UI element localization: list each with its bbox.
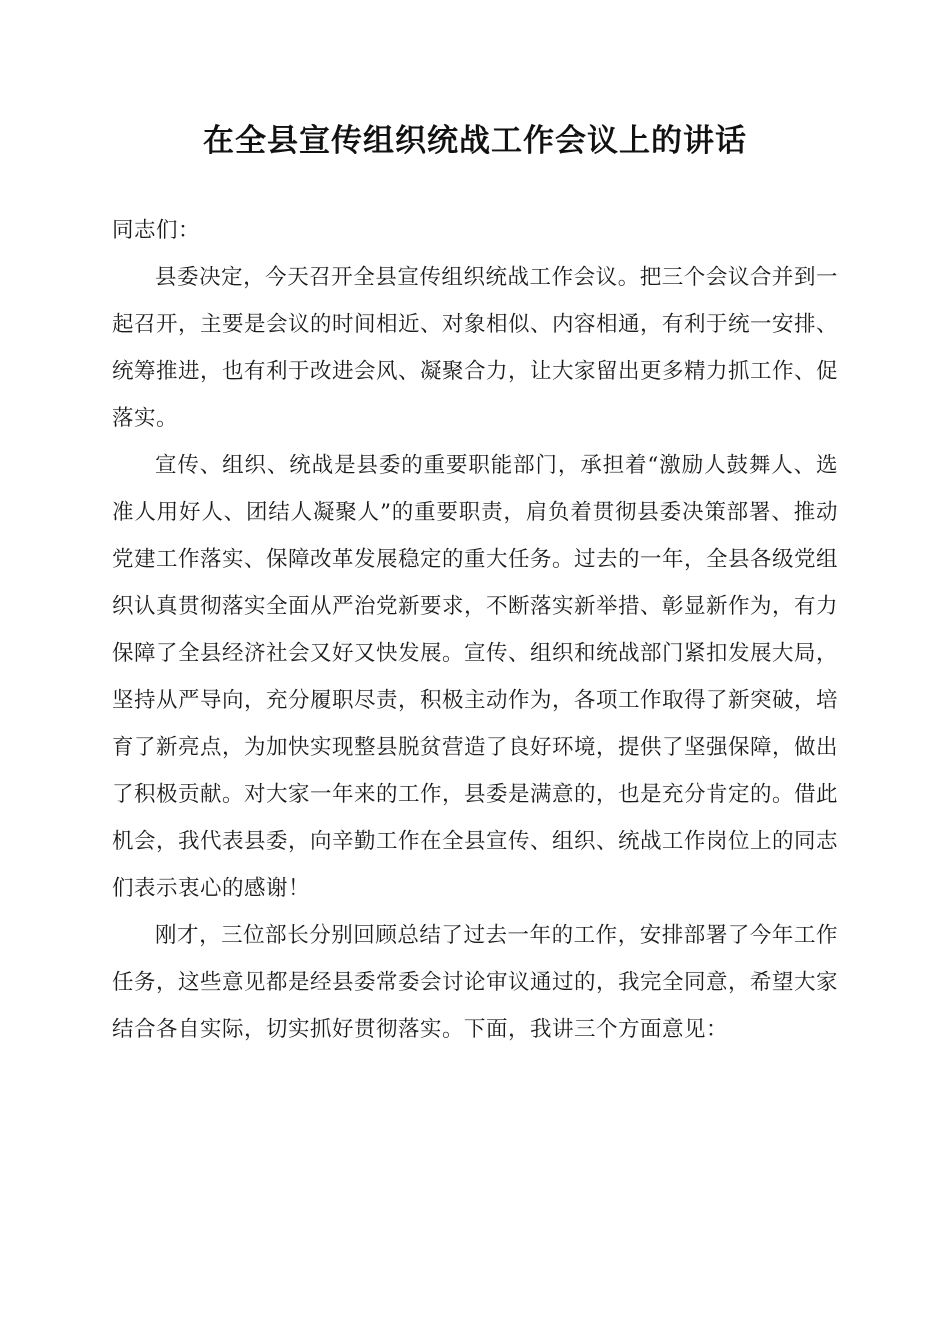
- page-title: 在全县宣传组织统战工作会议上的讲话: [203, 123, 747, 159]
- paragraph-salutation: 同志们：: [112, 218, 201, 244]
- document-body: [112, 207, 838, 1053]
- paragraph-1: 县委决定，今天召开全县宣传组织统战工作会议。把三个会议合并到一起召开，主要是会议的时间相近、对象相似、内容相通，有利于统一安排、统筹推进，也有利于改进会风、凝聚合力，让大家留出更多精力抓工作、促落实。: [112, 265, 839, 432]
- paragraph-3: 刚才，三位部长分别回顾总结了过去一年的工作，安排部署了今年工作任务，这些意见都是经县委常委会讨论审议通过的，我完全同意，希望大家结合各自实际，切实抓好贯彻落实。下面，我讲三个方面意见：: [112, 923, 839, 1043]
- paragraph-2: 宣传、组织、统战是县委的重要职能部门，承担着“激励人鼓舞人、选准人用好人、团结人凝聚人”的重要职责，肩负着贯彻县委决策部署、推动党建工作落实、保障改革发展稳定的重大任务。过去的一年，全县各级党组织认真贯彻落实全面从严治党新要求，不断落实新举措、彰显新作为，有力保障了全县经济社会又好又快发展。宣传、组织和统战部门紧扣发展大局，坚持从严导向，充分履职尽责，积极主动作为，各项工作取得了新突破，培育了新亮点，为加快实现整县脱贫营造了良好环境，提供了坚强保障，做出了积极贡献。对大家一年来的工作，县委是满意的，也是充分肯定的。借此机会，我代表县委，向辛勤工作在全县宣传、组织、统战工作岗位上的同志们表示衷心的感谢！: [112, 453, 839, 902]
